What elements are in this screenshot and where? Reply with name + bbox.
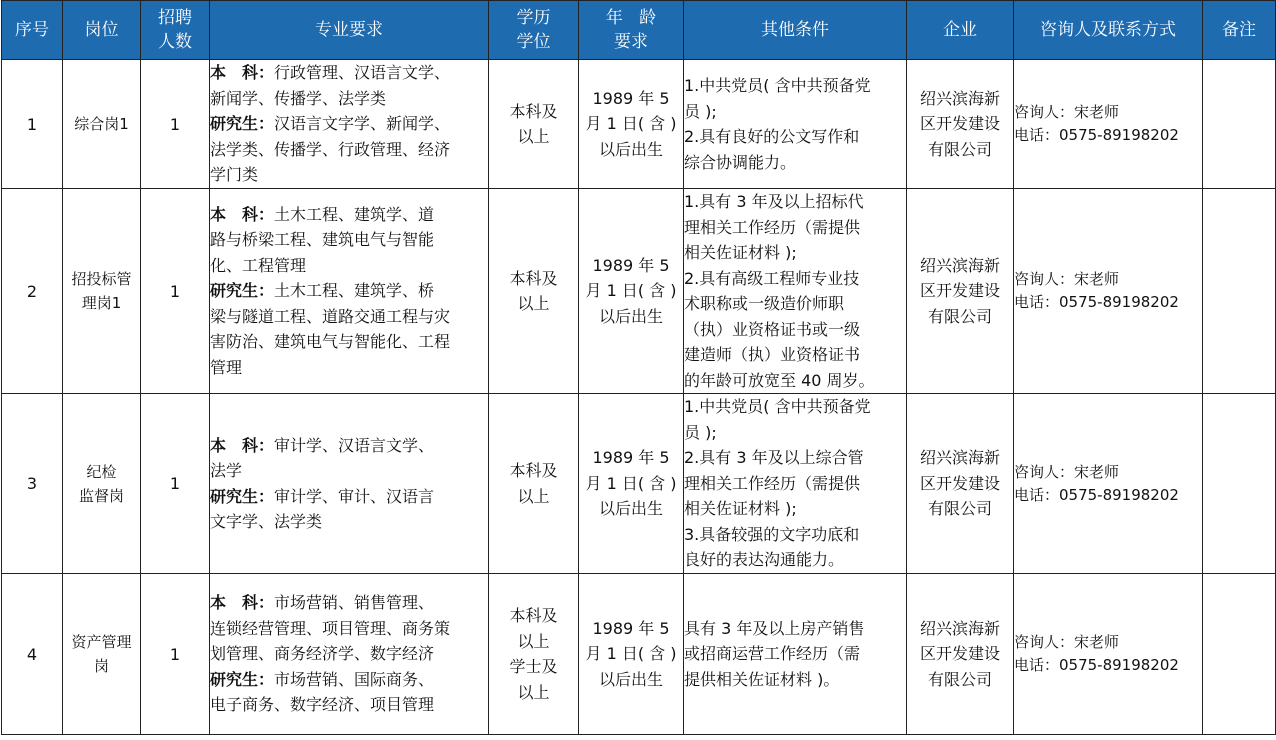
cell-company: 绍兴滨海新 区开发建设 有限公司 [907,189,1014,394]
header-count: 招聘 人数 [141,1,210,60]
major-graduate: 研究生：汉语言文字学、新闻学、 法学类、传播学、行政管理、经济 学门类 [210,114,451,185]
cell-count: 1 [141,189,210,394]
cell-position: 综合岗1 [63,60,141,189]
header-age: 年 龄 要求 [579,1,684,60]
header-seq: 序号 [2,1,63,60]
undergrad-label: 本 科： [210,204,275,224]
table-row [2,574,1276,735]
header-row [2,1,1276,60]
cell-company: 绍兴滨海新 区开发建设 有限公司 [907,60,1014,189]
header-company: 企业 [907,1,1014,60]
table-row [2,189,1276,394]
major-undergrad: 本 科：行政管理、汉语言文学、 新闻学、传播学、法学类 [210,63,451,108]
undergrad-label: 本 科： [210,435,275,455]
cell-major [210,189,489,394]
cell-other-conditions: 1.具有 3 年及以上招标代 理相关工作经历（需提供 相关佐证材料 ); 2.具有高级工程师专业技 术职称或一级造价师职 （执）业资格证书或一级 建造师（执）业资格证书 的年龄可放宽至 40 周岁。 [684,189,907,394]
header-other: 其他条件 [684,1,907,60]
cell-other-conditions: 具有 3 年及以上房产销售 或招商运营工作经历（需 提供相关佐证材料 )。 [684,574,907,735]
cell-contact: 咨询人：宋老师 电话：0575-89198202 [1014,394,1203,574]
cell-position: 招投标管 理岗1 [63,189,141,394]
graduate-label: 研究生： [210,486,275,506]
cell-age: 1989 年 5 月 1 日( 含 ) 以后出生 [579,574,684,735]
header-major: 专业要求 [210,1,489,60]
cell-major [210,394,489,574]
cell-seq: 2 [2,189,63,394]
cell-degree: 本科及 以上 [489,60,579,189]
cell-note [1203,189,1276,394]
cell-position: 资产管理 岗 [63,574,141,735]
cell-note [1203,574,1276,735]
cell-age: 1989 年 5 月 1 日( 含 ) 以后出生 [579,60,684,189]
cell-contact: 咨询人：宋老师 电话：0575-89198202 [1014,189,1203,394]
cell-contact: 咨询人：宋老师 电话：0575-89198202 [1014,60,1203,189]
graduate-label: 研究生： [210,281,275,301]
table-row [2,60,1276,189]
cell-company: 绍兴滨海新 区开发建设 有限公司 [907,394,1014,574]
header-position: 岗位 [63,1,141,60]
header-note: 备注 [1203,1,1276,60]
major-graduate: 研究生：审计学、审计、汉语言 文字学、法学类 [210,486,435,531]
cell-age: 1989 年 5 月 1 日( 含 ) 以后出生 [579,394,684,574]
cell-other-conditions: 1.中共党员( 含中共预备党 员 ); 2.具有 3 年及以上综合管 理相关工作经历（需提供 相关佐证材料 ); 3.具备较强的文字功底和 良好的表达沟通能力。 [684,394,907,574]
undergrad-label: 本 科： [210,63,275,83]
major-undergrad: 本 科：土木工程、建筑学、道 路与桥梁工程、建筑电气与智能 化、工程管理 [210,204,435,275]
cell-count: 1 [141,394,210,574]
header-degree: 学历 学位 [489,1,579,60]
cell-position: 纪检 监督岗 [63,394,141,574]
cell-other-conditions: 1.中共党员( 含中共预备党 员 ); 2.具有良好的公文写作和 综合协调能力。 [684,60,907,189]
cell-seq: 3 [2,394,63,574]
graduate-label: 研究生： [210,669,275,689]
graduate-label: 研究生： [210,114,275,134]
cell-note [1203,394,1276,574]
undergrad-label: 本 科： [210,593,275,613]
cell-seq: 4 [2,574,63,735]
cell-count: 1 [141,574,210,735]
major-undergrad: 本 科：审计学、汉语言文学、 法学 [210,435,435,480]
major-graduate: 研究生：土木工程、建筑学、桥 梁与隧道工程、道路交通工程与灾 害防治、建筑电气与智能化、工程 管理 [210,281,451,377]
cell-age: 1989 年 5 月 1 日( 含 ) 以后出生 [579,189,684,394]
cell-company: 绍兴滨海新 区开发建设 有限公司 [907,574,1014,735]
table-row [2,394,1276,574]
cell-major [210,574,489,735]
cell-degree: 本科及 以上 [489,394,579,574]
header-contact: 咨询人及联系方式 [1014,1,1203,60]
cell-count: 1 [141,60,210,189]
cell-note [1203,60,1276,189]
major-undergrad: 本 科：市场营销、销售管理、 连锁经营管理、项目管理、商务策 划管理、商务经济学、数字经济 [210,593,451,664]
cell-major [210,60,489,189]
major-graduate: 研究生：市场营销、国际商务、 电子商务、数字经济、项目管理 [210,669,435,715]
recruitment-table [1,0,1276,735]
cell-contact: 咨询人：宋老师 电话：0575-89198202 [1014,574,1203,735]
cell-seq: 1 [2,60,63,189]
cell-degree: 本科及 以上 学士及 以上 [489,574,579,735]
cell-degree: 本科及 以上 [489,189,579,394]
